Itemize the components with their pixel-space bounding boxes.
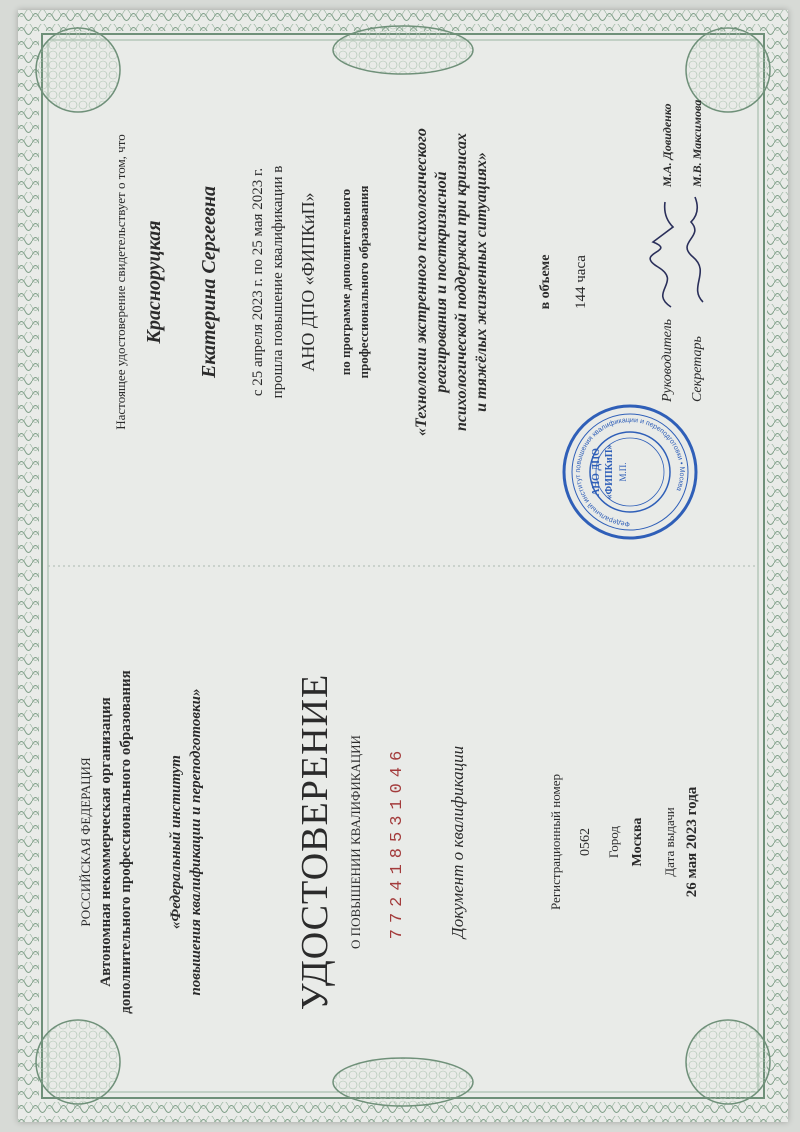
- head-label: Руководитель: [660, 318, 675, 402]
- signatures: [643, 192, 713, 312]
- issue-date-label: Дата выдачи: [662, 807, 677, 877]
- course-line-1: «Технологии экстренного психологического: [413, 128, 430, 436]
- course-line-4: и тяжёлых жизненных ситуациях»: [473, 152, 490, 412]
- course-line-2: реагирования и посткризисной: [433, 171, 450, 393]
- stamp-ring-text: [564, 406, 696, 538]
- program-line-2: профессионального образования: [356, 185, 371, 379]
- city: Москва: [630, 817, 645, 867]
- institute-line-2: повышения квалификации и переподготовки»: [188, 688, 204, 996]
- certificate-content: [18, 10, 788, 1122]
- stamp-center-line-1: АНО ДПО: [591, 448, 602, 496]
- program-line-1: по программе дополнительного: [338, 188, 353, 376]
- holder-surname: Красноруцкая: [143, 220, 165, 344]
- study-period: с 25 апреля 2023 г. по 25 мая 2023 г.: [250, 167, 266, 397]
- country-name: РОССИЙСКАЯ ФЕДЕРАЦИЯ: [78, 757, 93, 927]
- organization-short: АНО ДПО «ФИПКиП»: [298, 192, 318, 372]
- certificate-paper: [18, 10, 788, 1122]
- stamp-center-line-2: «ФИПКиП»: [604, 444, 615, 500]
- org-line-2: дополнительного профессионального образования: [118, 670, 134, 1014]
- secretary-label: Секретарь: [690, 336, 705, 402]
- volume-label: в объеме: [538, 254, 553, 310]
- holder-name: Екатерина Сергеевна: [198, 186, 220, 378]
- stamp-ring-text-path: Федеральный институт повышения квалификации и переподготовки • Москва: [574, 416, 686, 528]
- document-title: УДОСТОВЕРЕНИЕ: [294, 673, 336, 1011]
- reg-number: 0562: [578, 828, 593, 856]
- serial-number: 772418531046: [388, 744, 407, 940]
- secretary-name: М.В. Максимова: [690, 99, 704, 187]
- passed-text: прошла повышение квалификации в: [270, 165, 286, 399]
- head-name: М.А. Довиденко: [660, 103, 674, 187]
- intro-text: Настоящее удостоверение свидетельствует о том, что: [113, 134, 128, 430]
- issue-date: 26 мая 2023 года: [684, 786, 700, 898]
- city-label: Город: [606, 825, 621, 859]
- stamp-mp: М.П.: [618, 462, 628, 482]
- reg-number-label: Регистрационный номер: [548, 774, 563, 910]
- document-subtitle: О ПОВЫШЕНИИ КВАЛИФИКАЦИИ: [348, 735, 363, 949]
- volume-hours: 144 часа: [573, 255, 589, 309]
- course-line-3: психологической поддержки при кризисах: [453, 132, 470, 432]
- document-type: Документ о квалификации: [448, 745, 467, 939]
- org-line-1: Автономная некоммерческая организация: [98, 697, 114, 987]
- svg-text:Федеральный институт повышения: [575, 417, 685, 527]
- institute-line-1: «Федеральный институт: [168, 755, 184, 929]
